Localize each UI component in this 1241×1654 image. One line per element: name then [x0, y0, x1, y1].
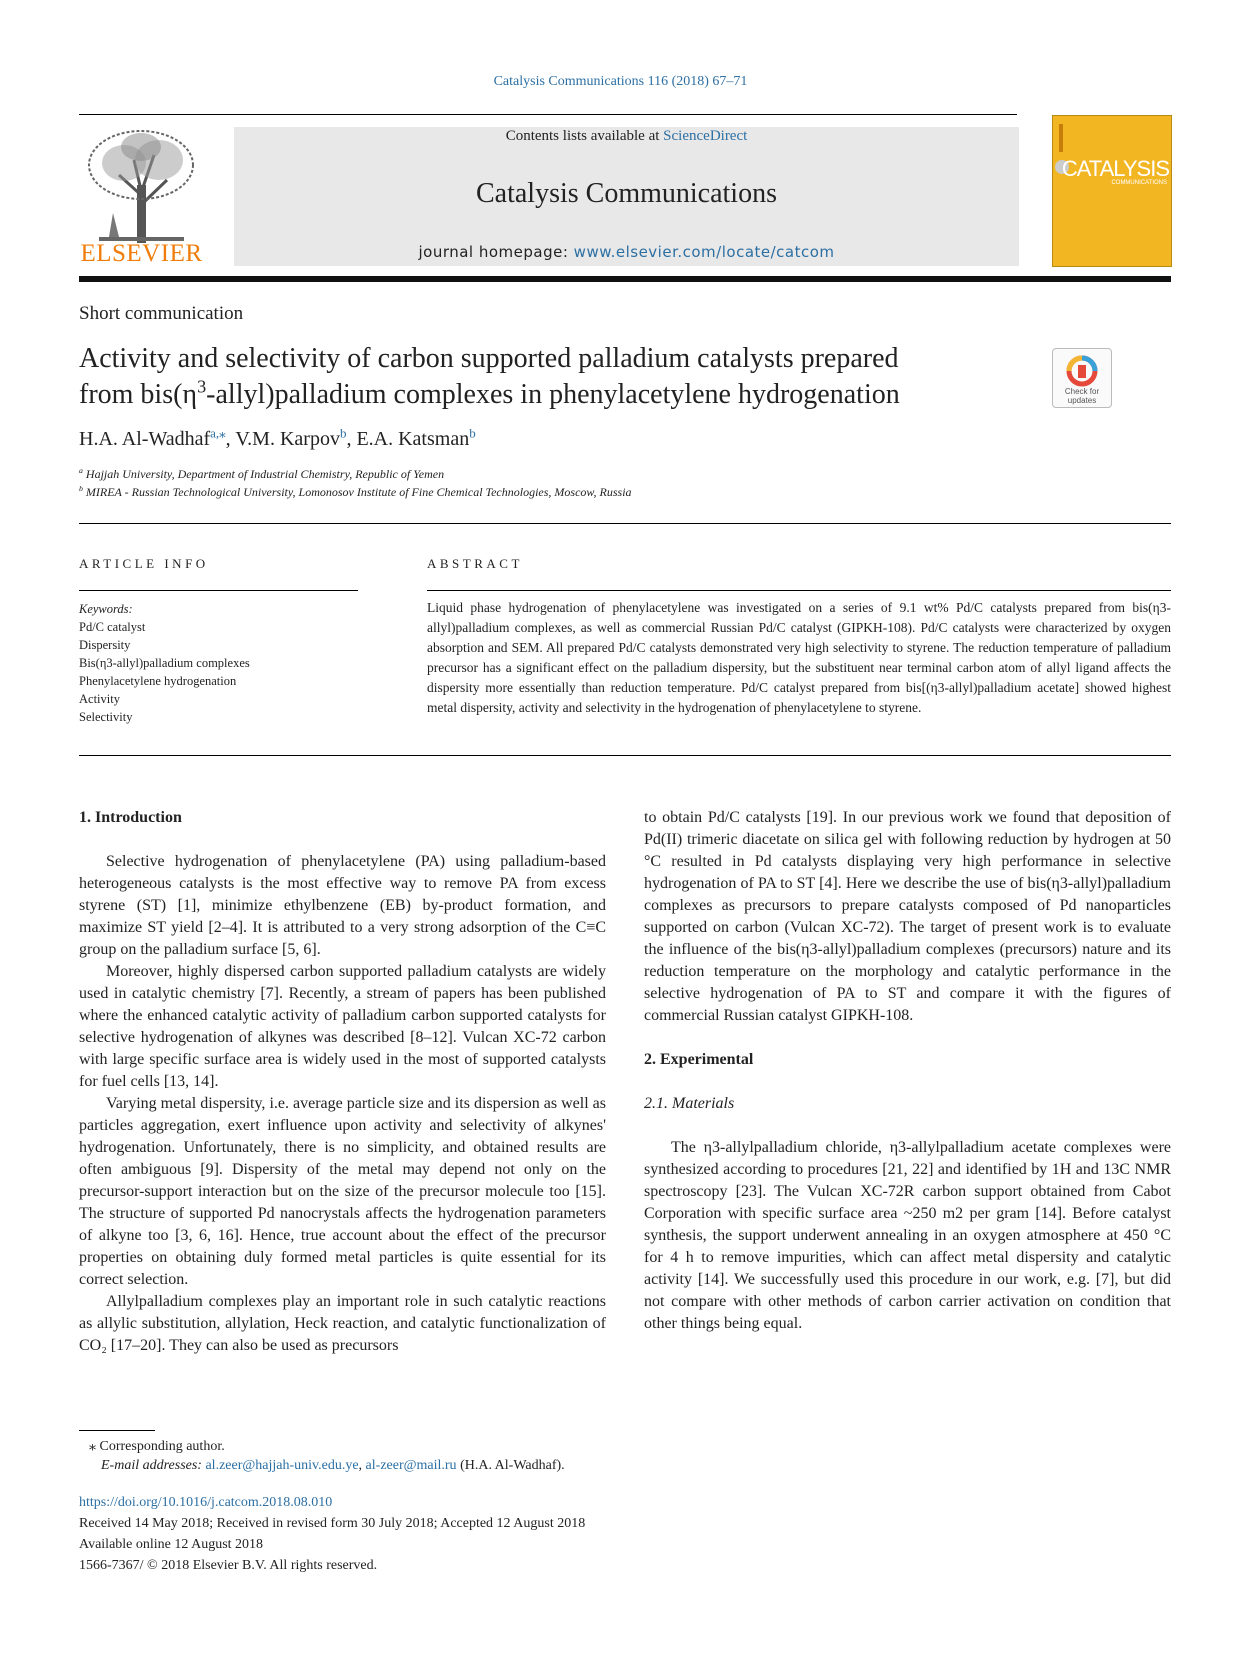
corresponding-author-note: ⁎ Corresponding author.	[89, 1439, 225, 1454]
journal-cover-image[interactable]	[1052, 115, 1172, 267]
contents-line	[234, 128, 1019, 145]
keyword-item: Dispersity	[79, 638, 131, 652]
email-owner: (H.A. Al-Wadhaf).	[460, 1458, 565, 1473]
footnote-rule	[79, 1430, 155, 1431]
copyright: 1566-7367/ © 2018 Elsevier B.V. All rights reserved.	[79, 1558, 378, 1573]
cover-title: CATALYSIS	[1061, 156, 1169, 181]
homepage-link[interactable]: www.elsevier.com/locate/catcom	[573, 243, 835, 261]
publication-info	[79, 1492, 585, 1576]
abstract-rule	[427, 590, 1171, 591]
journal-reference[interactable]: Catalysis Communications 116 (2018) 67–71	[493, 74, 748, 89]
author-affiliation-mark[interactable]: b	[469, 425, 476, 441]
homepage-prefix: journal homepage:	[418, 243, 574, 261]
journal-name: Catalysis Communications	[476, 178, 777, 209]
elsevier-wordmark: ELSEVIER	[80, 240, 203, 267]
footnotes	[79, 1437, 565, 1475]
section-heading: 2. Experimental	[644, 1051, 754, 1068]
affiliation-text: Hajjah University, Department of Industrial Chemistry, Republic of Yemen	[85, 467, 445, 481]
author-name[interactable]: V.M. Karpov	[235, 428, 340, 450]
author-name[interactable]: H.A. Al-Wadhaf	[79, 428, 211, 450]
body-column-right	[644, 807, 1171, 1335]
doi-link[interactable]: https://doi.org/10.1016/j.catcom.2018.08.010	[79, 1495, 333, 1510]
keyword-item: Activity	[79, 692, 120, 706]
received-dates: Received 14 May 2018; Received in revised form 30 July 2018; Accepted 12 August 2018	[79, 1516, 586, 1531]
keyword-item: Selectivity	[79, 710, 133, 724]
affiliation-b	[79, 485, 632, 500]
sciencedirect-link[interactable]: ScienceDirect	[663, 128, 748, 144]
author-name[interactable]: E.A. Katsman	[356, 428, 470, 450]
section-heading: 1. Introduction	[79, 809, 182, 826]
author-list: H.A. Al-Wadhaf$^{a,⁎}$, V.M. Karpov$^b$, E.A. Katsman$^b$	[79, 425, 476, 450]
email-line: E-mail addresses: al.zeer@hajjah-univ.edu.ye, al-zeer@mail.ru (H.A. Al-Wadhaf).	[101, 1458, 565, 1473]
title-line-2-pre: from bis(η	[79, 379, 198, 410]
affiliation-text: MIREA - Russian Technological University, Lomonosov Institute of Fine Chemical Technologies, Moscow, Russia	[85, 485, 632, 499]
section-rule	[79, 755, 1171, 756]
keywords-label: Keywords:	[79, 602, 133, 616]
paragraph: Selective hydrogenation of phenylacetylene (PA) using palladium-based heterogeneous catalysts is the most effective way to remove PA from excess styrene (ST) [1], minimize ethylbenzene (EB) by-product formation, and maximize ST yield [2–4]. It is attributed to a very strong adsorption of the C≡C group on the palladium surface [5, 6].	[79, 853, 606, 958]
affiliation-mark: a	[79, 466, 83, 475]
subsection-heading: 2.1. Materials	[644, 1095, 735, 1112]
email-link[interactable]: al-zeer@mail.ru	[365, 1458, 457, 1473]
email-link[interactable]: al.zeer@hajjah-univ.edu.ye	[205, 1458, 359, 1473]
article-info-rule	[79, 590, 358, 591]
keyword-item: Pd/C catalyst	[79, 620, 146, 634]
check-updates-label: Check for updates	[1064, 387, 1100, 405]
title-superscript: 3	[197, 376, 207, 397]
keyword-item: Phenylacetylene hydrogenation	[79, 674, 237, 688]
journal-homepage	[234, 243, 1019, 261]
article-title	[79, 341, 1019, 413]
paragraph: Allylpalladium complexes play an important role in such catalytic reactions as allylic substitution, allylation, Heck reaction, and catalytic functionalization of CO₂ [17–20]. They can also be used as precursors	[79, 1293, 606, 1354]
paragraph: to obtain Pd/C catalysts [19]. In our previous work we found that deposition of Pd(II) trimeric diacetate on silica gel with following reduction by hydrogen at 50 °C resulted in Pd catalysts displaying very high performance in selective hydrogenation of PA to ST [4]. Here we describe the use of bis(η3-allyl)palladium complexes as precursors to prepare catalysts composed of Pd nanoparticles supported on carbon (Vulcan XC-72). The target of present work is to evaluate the influence of the bis(η3-allyl)palladium complexes (precursors) nature and its reduction temperature on the morphology and catalytic performance in the selective hydrogenation of PA to ST and compare it with the figures of commercial Russian catalyst GIPKH-108.	[644, 809, 1171, 1024]
check-for-updates-badge[interactable]	[1052, 348, 1112, 408]
online-date: Available online 12 August 2018	[79, 1537, 264, 1552]
author-affiliation-mark[interactable]: b	[339, 425, 347, 441]
email-label: E-mail addresses:	[101, 1458, 202, 1473]
author-affiliation-mark[interactable]: a,⁎	[210, 425, 226, 441]
affiliation-mark: b	[79, 484, 83, 493]
title-line-1: Activity and selectivity of carbon supported palladium catalysts prepared	[79, 343, 899, 374]
cover-stripe	[1059, 124, 1063, 152]
article-type: Short communication	[79, 303, 244, 324]
contents-prefix: Contents lists available at	[505, 128, 664, 144]
body-column-left	[79, 807, 606, 1357]
title-line-2-post: -allyl)palladium complexes in phenylacetylene hydrogenation	[206, 379, 900, 410]
section-rule	[79, 523, 1171, 524]
paragraph: The η3-allylpalladium chloride, η3-allylpalladium acetate complexes were synthesized according to procedures [21, 22] and identified by 1H and 13C NMR spectroscopy [23]. The Vulcan XC-72R carbon support obtained from Cabot Corporation with specific surface area ~250 m2 per gram [14]. Before catalyst synthesis, the support underwent annealing in an oxygen atmosphere at 450 °C for 4 h to remove impurities, which can affect metal dispersity and catalytic activity [14]. We successfully used this procedure in our work, e.g. [7], but did not compare with other methods of carbon carrier activation on condition that other things being equal.	[644, 1139, 1171, 1332]
header-thick-rule	[79, 276, 1171, 282]
header-rule	[79, 114, 1017, 115]
article-info-heading: ARTICLE INFO	[79, 556, 209, 571]
affiliation-a	[79, 467, 444, 482]
paragraph: Varying metal dispersity, i.e. average particle size and its dispersion as well as particles aggregation, exert influence upon activity and selectivity of alkynes' hydrogenation. Unfortunately, there is no simplicity, and obtained results are often ambiguous [9]. Dispersity of the metal may depend not only on the precursor-support interaction but on the size of the precursor molecule too [15]. The structure of supported Pd nanocrystals affects the hydrogenation parameters of alkyne too [3, 6, 16]. Hence, true account about the effect of the precursor properties on obtaining duly formed metal particles is quite essential for its correct selection.	[79, 1095, 606, 1288]
paragraph: Moreover, highly dispersed carbon supported palladium catalysts are widely used in catalytic chemistry [7]. Recently, a stream of papers has been published where the enhanced catalytic activity of palladium carbon supported catalysts for selective hydrogenation of alkynes was described [8–12]. Vulcan XC-72 carbon with large specific surface area is widely used in the most of supported catalysts for fuel cells [13, 14].	[79, 963, 606, 1090]
abstract-heading: ABSTRACT	[427, 556, 523, 571]
keyword-item: Bis(η3-allyl)palladium complexes	[79, 656, 250, 670]
cover-subtitle: COMMUNICATIONS	[1111, 180, 1167, 186]
keywords-block	[79, 600, 379, 726]
abstract-text: Liquid phase hydrogenation of phenylacetylene was investigated on a series of 9.1 wt% Pd/C catalysts prepared from bis(η3-allyl)palladium complexes, as well as commercial Russian Pd/C catalyst (GIPKH-108). Pd/C catalysts were characterized by oxygen absorption and SEM. All prepared Pd/C catalysts demonstrated very high selectivity to styrene. The reduction temperature of palladium precursor has a significant effect on the palladium dispersity, but the substituent near terminal carbon atom of allyl ligand affects the dispersity more essentially than reduction temperature. Pd/C catalyst prepared from bis[(η3-allyl)palladium acetate] showed highest metal dispersity, activity and selectivity in the hydrogenation of phenylacetylene to styrene.	[427, 600, 1171, 715]
